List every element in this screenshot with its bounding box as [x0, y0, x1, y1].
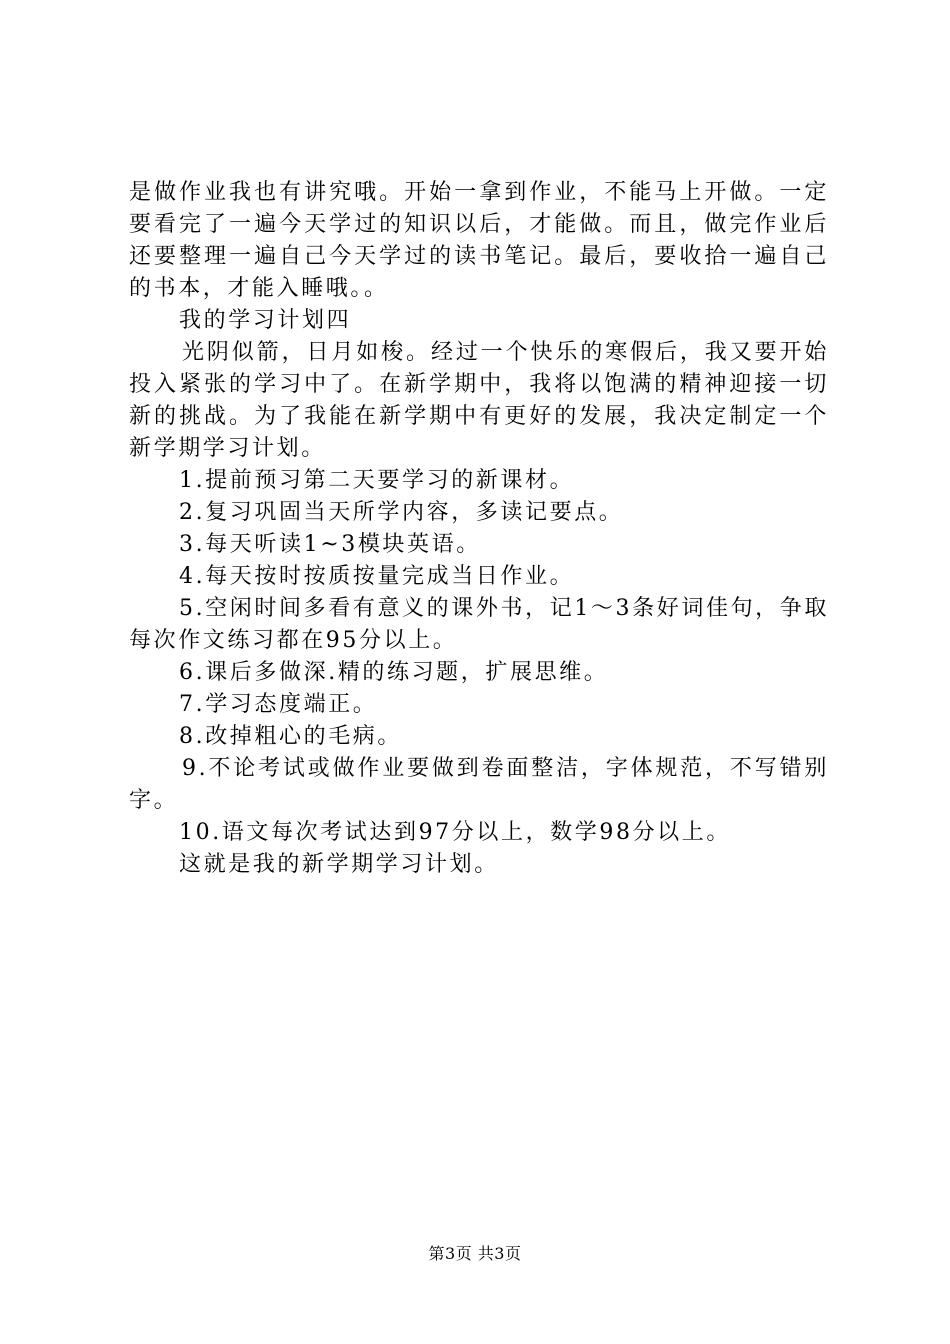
plan-item-6: 6.课后多做深.精的练习题，扩展思维。 — [179, 660, 609, 685]
closing-sentence: 这就是我的新学期学习计划。 — [179, 852, 499, 877]
plan-item-8: 8.改掉粗心的毛病。 — [179, 724, 402, 749]
plan-item-4: 4.每天按时按质按量完成当日作业。 — [179, 564, 575, 589]
page-number: 第3页 共3页 — [428, 1244, 522, 1263]
paragraph-continuation: 是做作业我也有讲究哦。开始一拿到作业，不能马上开做。一定要看完了一遍今天学过的知识以后，才能做。而且，做完作业后还要整理一遍自己今天学过的读书笔记。最后，要收拾一遍自己的书本，才能入睡哦。。 — [129, 180, 829, 301]
page-footer — [0, 1244, 950, 1264]
document-body — [129, 177, 829, 881]
plan-item-7: 7.学习态度端正。 — [179, 692, 378, 717]
plan-item-5: 5.空闲时间多看有意义的课外书，记1～3条好词佳句，争取每次作文练习都在95分以上。 — [129, 596, 829, 653]
plan-item-2: 2.复习巩固当天所学内容，多读记要点。 — [179, 500, 624, 525]
paragraph-intro: 光阴似箭，日月如梭。经过一个快乐的寒假后，我又要开始投入紧张的学习中了。在新学期中，我将以饱满的精神迎接一切新的挑战。为了我能在新学期中有更好的发展，我决定制定一个新学期学习计划。 — [129, 340, 829, 461]
plan-item-3: 3.每天听读1~3模块英语。 — [179, 532, 481, 557]
plan-item-9: 9.不论考试或做作业要做到卷面整洁，字体规范，不写错别字。 — [129, 756, 829, 813]
plan-item-10: 10.语文每次考试达到97分以上，数学98分以上。 — [179, 820, 731, 845]
plan-item-1: 1.提前预习第二天要学习的新课材。 — [179, 468, 575, 493]
section-heading: 我的学习计划四 — [179, 308, 352, 333]
